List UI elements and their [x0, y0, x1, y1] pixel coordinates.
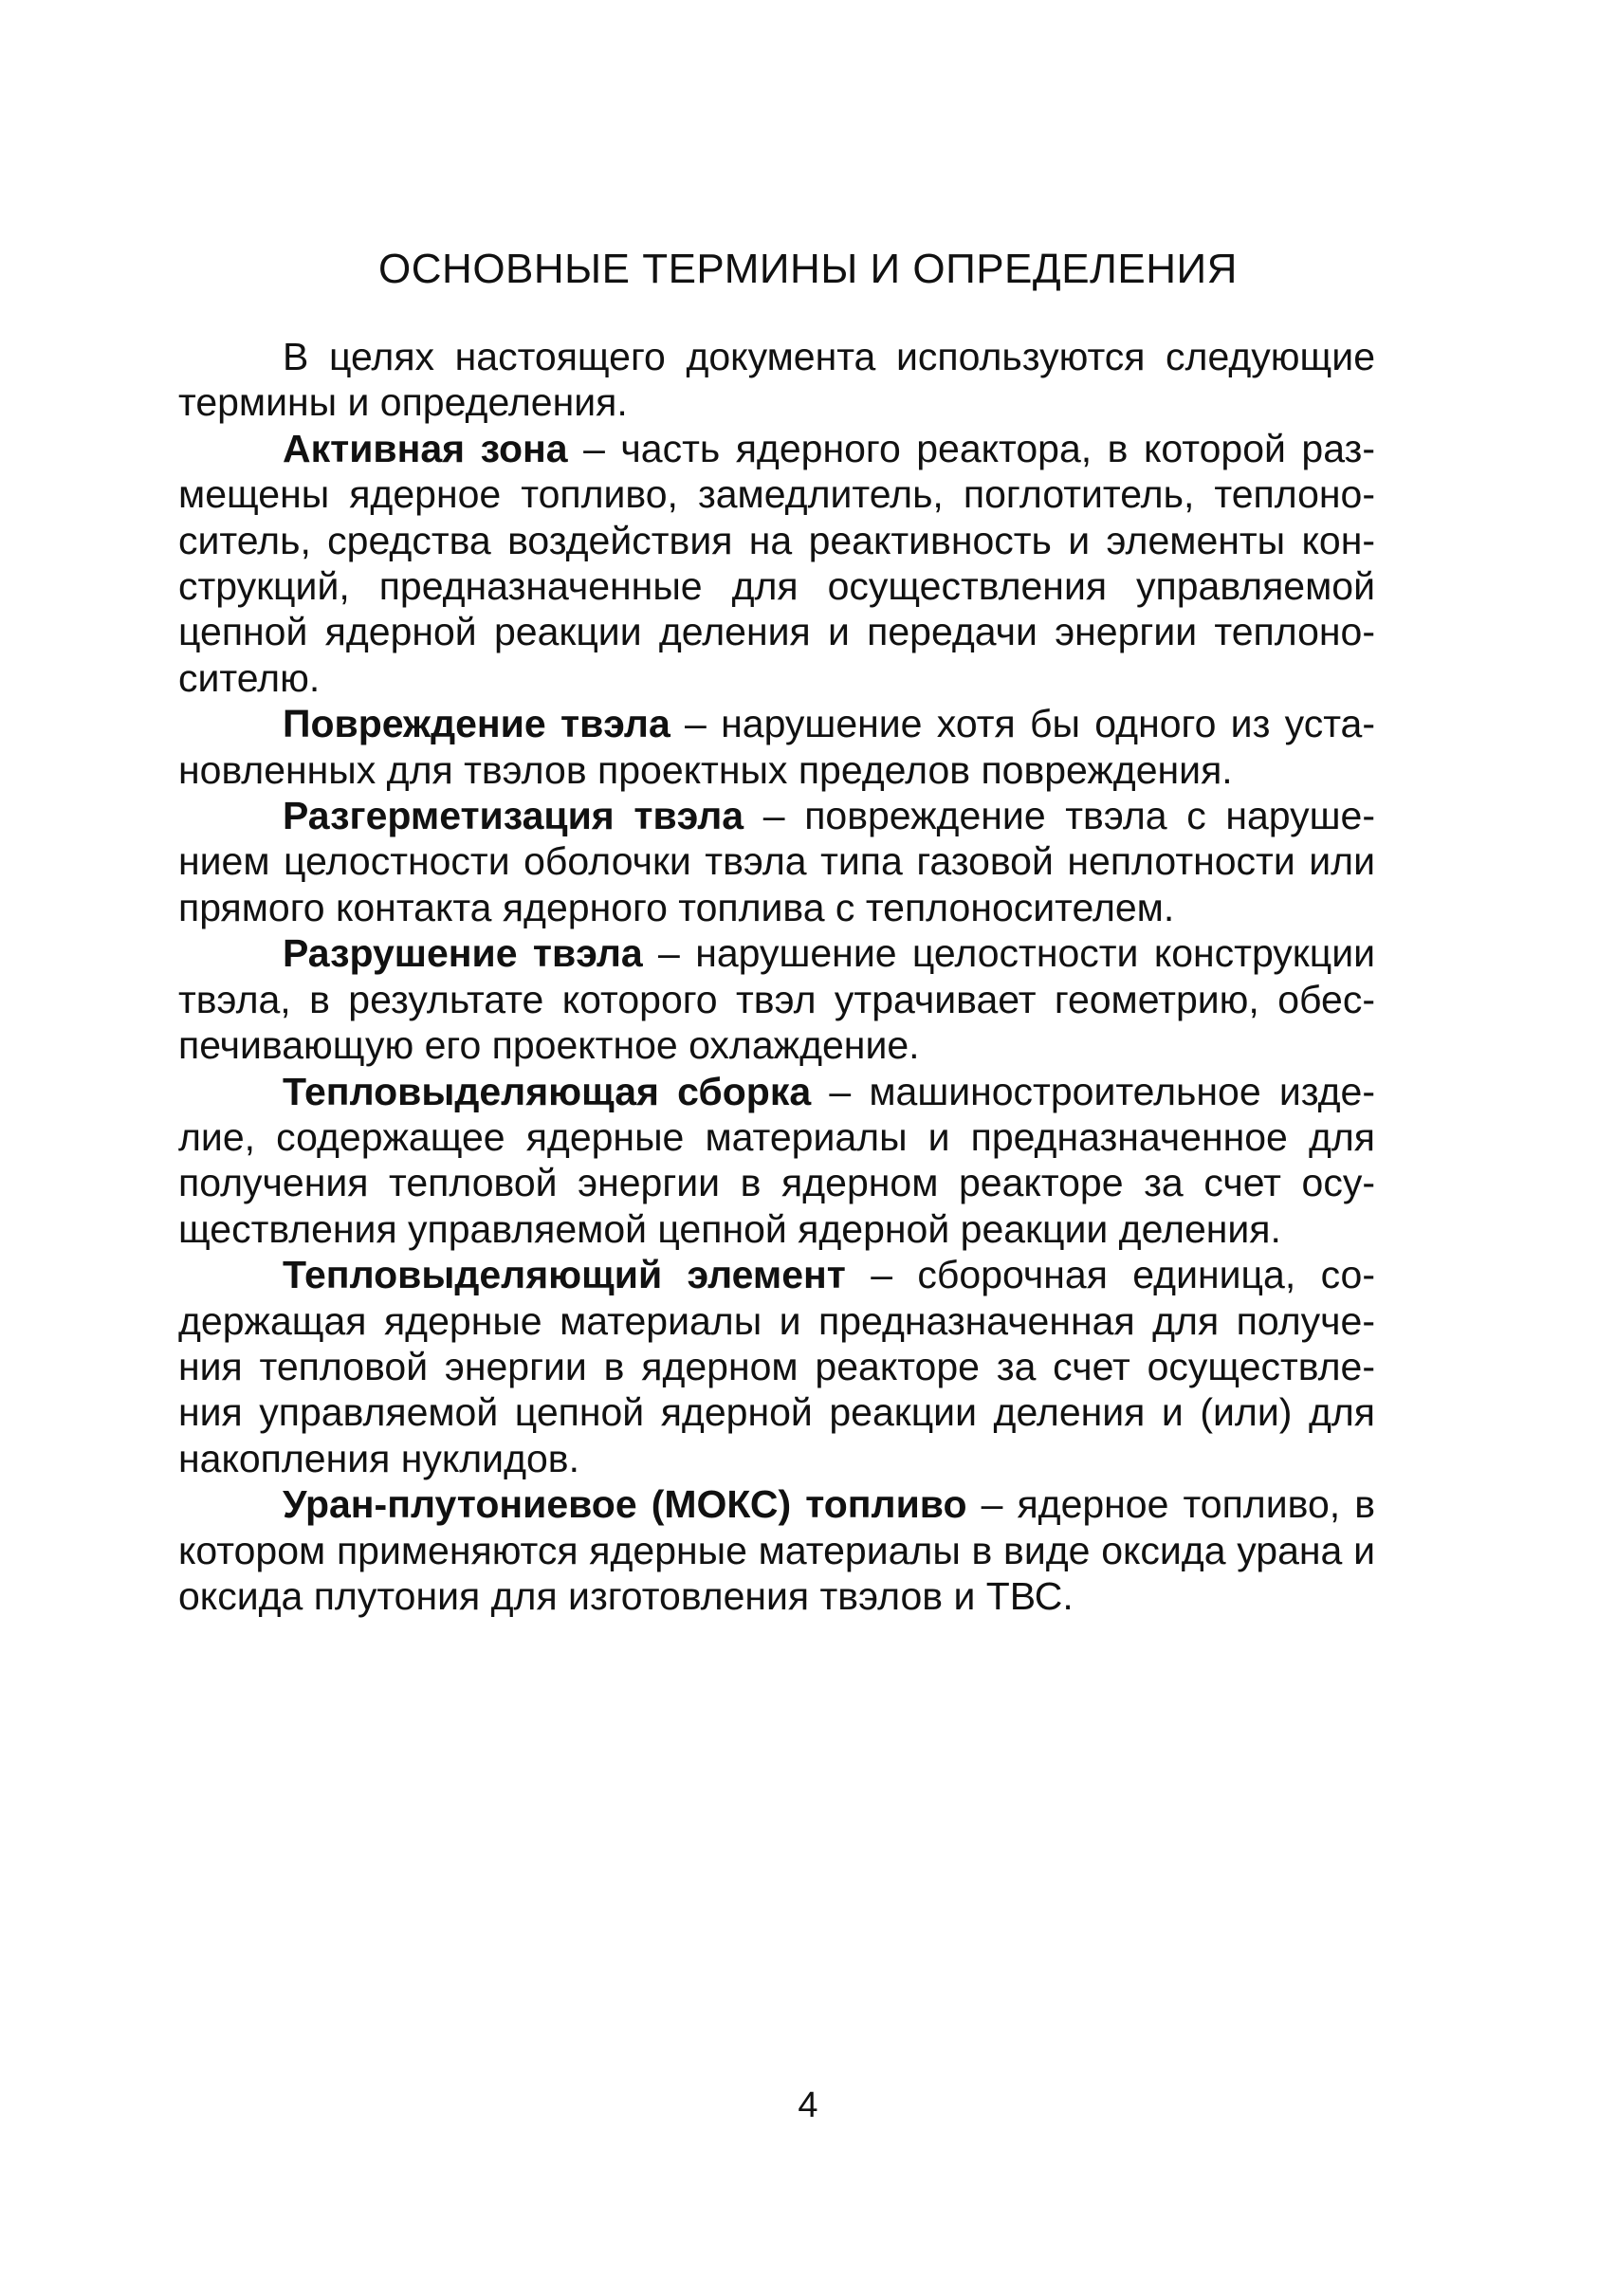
definition-term: Тепловыделяющая сборка	[283, 1069, 812, 1113]
definition-fuel-assembly	[178, 1069, 1375, 1253]
definition-text: – нарушение целостности конструкции твэла, в результате которого твэл утрачивает геометрию, обеспечивающую его проектное охлаждение.	[178, 931, 1376, 1068]
definition-term: Активная зона	[283, 426, 568, 470]
definition-text: – сборочная единица, содержащая ядерные материалы и предназначенная для получения тепловой энергии в ядерном реакторе за счет осуществления управляемой цепной ядерной реакции деления и (или) для накопления нуклидов.	[178, 1253, 1376, 1480]
definition-fuel-element	[178, 1252, 1375, 1481]
definition-term: Повреждение твэла	[283, 702, 670, 746]
definitions-body	[178, 334, 1375, 1619]
definition-active-zone	[178, 426, 1375, 701]
definition-text: – машиностроительное изделие, содержащее ядерные материалы и предназначенное для получения тепловой энергии в ядерном реакторе за счет осуществления управляемой цепной ядерной реакции деления.	[178, 1069, 1375, 1251]
definition-text: – нарушение хотя бы одного из установленных для твэлов проектных пределов повреждения.	[178, 702, 1375, 792]
definition-term: Уран-плутониевое (МОКС) топливо	[283, 1482, 967, 1527]
definition-text: – часть ядерного реактора, в которой размещены ядерное топливо, замедлитель, поглотитель, теплоноситель, средства воздействия на реактивность и элементы конструкций, предназначенные для осуществления управляемой цепной ядерной реакции деления и передачи энергии теплоносителю.	[178, 426, 1375, 700]
definition-term: Разгерметизация твэла	[283, 794, 744, 838]
definition-term: Разрушение твэла	[283, 931, 643, 976]
definition-term: Тепловыделяющий элемент	[283, 1253, 846, 1297]
page-number: 4	[798, 2085, 818, 2125]
definition-mox-fuel	[178, 1481, 1375, 1619]
definition-fuel-rod-depressurization	[178, 793, 1375, 930]
definition-text: – повреждение твэла с нарушением целостности оболочки твэла типа газовой неплотности или прямого контакта ядерного топлива с теплоносителем.	[178, 794, 1375, 929]
definition-text: – ядерное топливо, в котором применяются ядерные материалы в виде оксида урана и оксида плутония для изготовления твэлов и ТВС.	[178, 1482, 1375, 1618]
intro-paragraph: В целях настоящего документа используются следующие термины и определения.	[178, 335, 1375, 425]
page-title: ОСНОВНЫЕ ТЕРМИНЫ И ОПРЕДЕЛЕНИЯ	[378, 246, 1238, 292]
definition-fuel-rod-damage	[178, 701, 1375, 793]
definition-fuel-rod-destruction	[178, 930, 1375, 1068]
